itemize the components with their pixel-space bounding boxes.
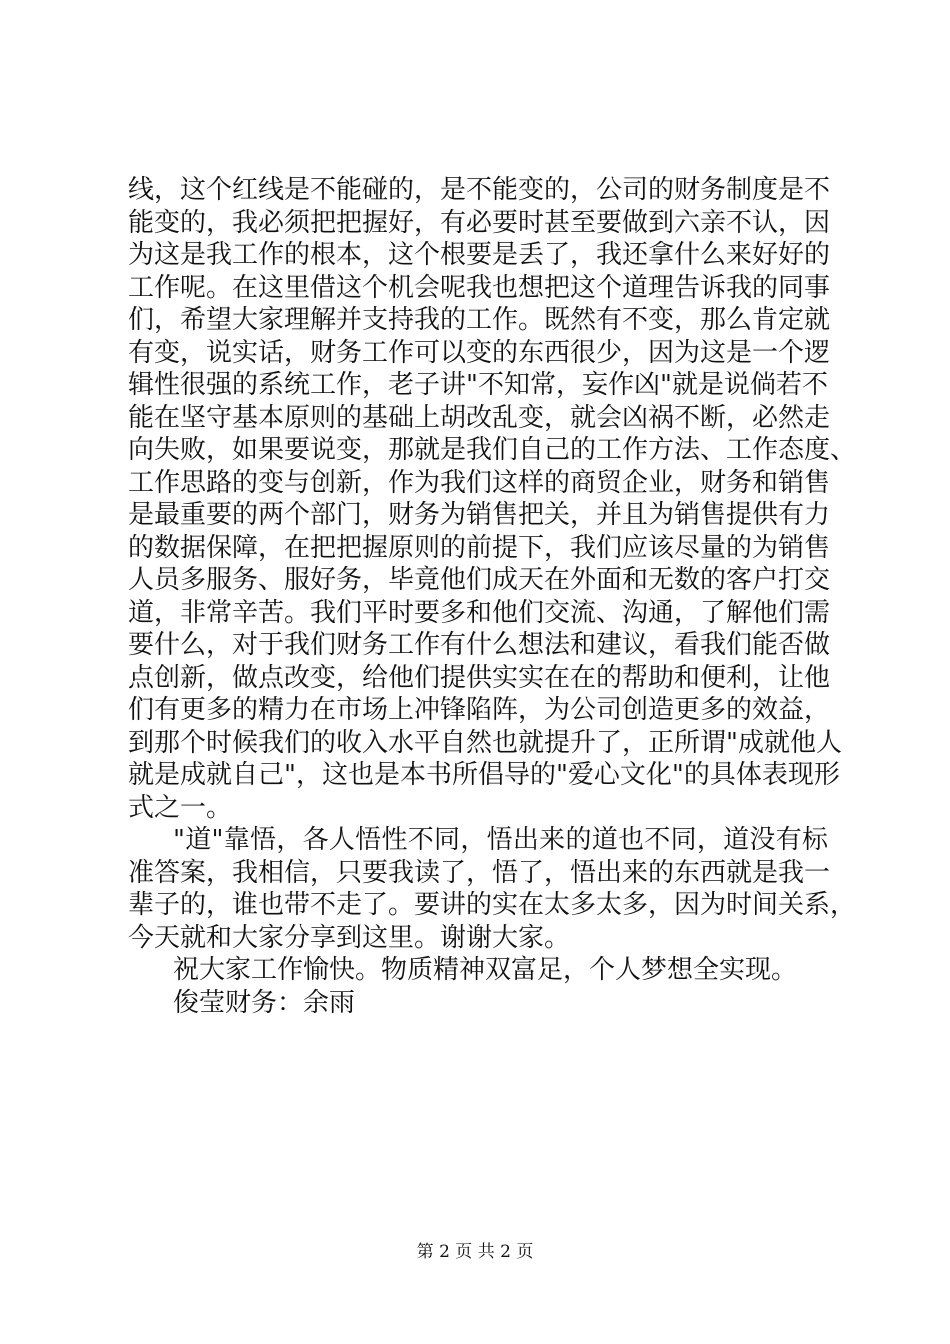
paragraph-1-line: 们，希望大家理解并支持我的工作。既然有不变，那么肯定就: [128, 305, 831, 335]
paragraph-1-line: 的数据保障，在把把握原则的前提下，我们应该尽量的为销售: [128, 532, 831, 563]
paragraph-1-line: 为这是我工作的根本，这个根要是丢了，我还拿什么来好好的: [128, 240, 831, 270]
paragraph-2-line: 辈子的，谁也带不走了。要讲的实在太多太多，因为时间关系，: [128, 890, 857, 920]
page-footer: 第 2 页 共 2 页: [416, 1242, 534, 1262]
paragraph-1-line: 工作呢。在这里借这个机会呢我也想把这个道理告诉我的同事: [128, 272, 831, 303]
paragraph-1-line: 能在坚守基本原则的基础上胡改乱变，就会凶祸不断，必然走: [128, 402, 831, 433]
closing-line: 祝大家工作愉快。物质精神双富足，个人梦想全实现。: [173, 955, 798, 985]
paragraph-1-line: 辑性很强的系统工作，老子讲"不知常，妄作凶"就是说倘若不: [128, 370, 828, 400]
paragraph-1-line: 线，这个红线是不能碰的，是不能变的，公司的财务制度是不: [128, 175, 831, 205]
paragraph-1-line: 式之一。: [128, 792, 233, 823]
paragraph-1-line: 向失败，如果要说变，那就是我们自己的工作方法、工作态度、: [128, 435, 857, 465]
paragraph-1-line: 到那个时候我们的收入水平自然也就提升了，正所谓"成就他人: [128, 727, 842, 758]
paragraph-2-line: "道"靠悟，各人悟性不同，悟出来的道也不同，道没有标: [173, 825, 828, 855]
signature-line: 俊莹财务：余雨: [173, 987, 356, 1018]
paragraph-1-line: 就是成就自己"，这也是本书所倡导的"爱心文化"的具体表现形: [128, 760, 840, 790]
paragraph-1-line: 是最重要的两个部门，财务为销售把关，并且为销售提供有力: [128, 500, 831, 530]
paragraph-1-line: 点创新，做点改变，给他们提供实实在在的帮助和便利，让他: [128, 662, 831, 693]
paragraph-2-line: 准答案，我相信，只要我读了，悟了，悟出来的东西就是我一: [128, 857, 831, 888]
document-body: [128, 174, 857, 1019]
paragraph-1-line: 有变，说实话，财务工作可以变的东西很少，因为这是一个逻: [128, 337, 831, 368]
paragraph-1-line: 能变的，我必须把把握好，有必要时甚至要做到六亲不认，因: [128, 207, 831, 238]
paragraph-1-line: 要什么，对于我们财务工作有什么想法和建议，看我们能否做: [128, 630, 831, 660]
paragraph-1-line: 道，非常辛苦。我们平时要多和他们交流、沟通，了解他们需: [128, 597, 831, 628]
paragraph-1-line: 人员多服务、服好务，毕竟他们成天在外面和无数的客户打交: [128, 565, 831, 595]
paragraph-1-line: 们有更多的精力在市场上冲锋陷阵，为公司创造更多的效益，: [128, 695, 831, 725]
paragraph-1-line: 工作思路的变与创新，作为我们这样的商贸企业，财务和销售: [128, 467, 831, 498]
paragraph-2-line: 今天就和大家分享到这里。谢谢大家。: [128, 922, 571, 953]
